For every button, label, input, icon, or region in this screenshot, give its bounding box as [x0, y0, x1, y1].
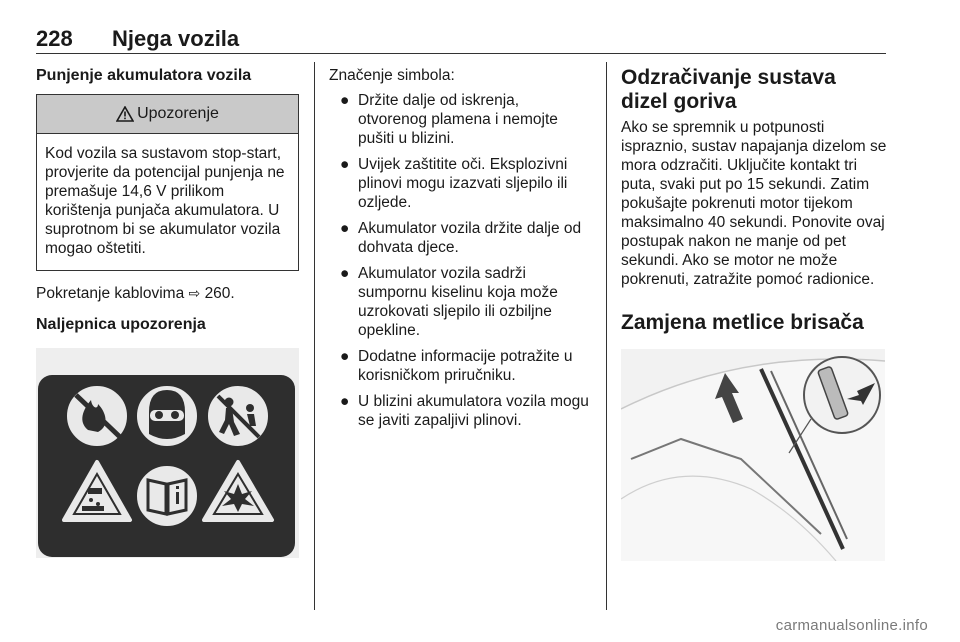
list-item-text: Držite dalje od iskrenja, otvorenog plamena i nemojte pušiti u blizini.	[358, 92, 558, 147]
header-divider	[36, 53, 886, 54]
symbol-meanings-list	[329, 91, 591, 430]
list-item-text: Dodatne informacije potražite u korisničkom priručniku.	[358, 348, 573, 384]
warning-text: Kod vozila sa sustavom stop-start, provjerite da potencijal punjenja ne premašuje 14,6 V prilikom korištenja punjača akumulatora. U suprotnom bi se akumulator vozila mogao oštetiti.	[45, 145, 285, 257]
bullet-icon: ●	[340, 348, 350, 365]
page-number: 228	[36, 26, 73, 51]
bullet-icon: ●	[340, 220, 350, 237]
column-3	[621, 66, 887, 561]
jump-start-text: Pokretanje kablovima	[36, 285, 185, 302]
section-heading-wiper: Zamjena metlice brisača	[621, 311, 864, 334]
column-divider	[606, 62, 607, 610]
read-manual-icon	[136, 465, 198, 527]
warning-label-image	[36, 348, 299, 558]
bullet-icon: ●	[340, 265, 350, 282]
no-smoking-flame-icon	[66, 385, 128, 447]
section-heading-diesel: Odzračivanje sustava dizel goriva	[621, 66, 836, 113]
page-ref-arrow-icon: ⇨	[188, 285, 201, 301]
warning-header	[37, 95, 298, 134]
bullet-icon: ●	[340, 156, 350, 173]
list-item-text: Akumulator vozila sadrži sumpornu kiselinu koja može uzrokovati sljepilo ili ozbiljne opekline.	[358, 265, 558, 339]
column-divider	[314, 62, 315, 610]
symbols-intro: Značenje simbola:	[329, 67, 455, 84]
list-item-text: Uvijek zaštitite oči. Eksplozivni plinovi mogu izazvati sljepilo ili ozljede.	[358, 156, 568, 211]
column-2	[329, 66, 591, 437]
list-item	[329, 219, 591, 257]
bullet-icon: ●	[340, 393, 350, 410]
chapter-title: Njega vozila	[112, 26, 240, 51]
section-heading: Punjenje akumulatora vozila	[36, 67, 252, 84]
warning-box	[36, 94, 299, 271]
column-1	[36, 66, 299, 558]
eye-protection-icon	[136, 385, 198, 447]
label-heading: Naljepnica upozorenja	[36, 316, 206, 333]
list-item-text: U blizini akumulatora vozila mogu se javiti zapaljivi plinovi.	[358, 393, 589, 429]
bullet-icon: ●	[340, 92, 350, 109]
list-item	[329, 347, 591, 385]
keep-children-away-icon	[207, 385, 269, 447]
page-reference-link[interactable]: 260.	[204, 285, 235, 302]
warning-title: Upozorenje	[137, 105, 219, 122]
list-item	[329, 264, 591, 340]
wiper-blade-illustration	[621, 349, 885, 561]
list-item	[329, 91, 591, 148]
jump-start-reference	[36, 284, 299, 303]
warning-triangle-icon	[116, 106, 134, 122]
list-item	[329, 392, 591, 430]
list-item	[329, 155, 591, 212]
watermark: carmanualsonline.info	[775, 617, 928, 634]
list-item-text: Akumulator vozila držite dalje od dohvata djece.	[358, 220, 582, 256]
diesel-bleeding-text: Ako se spremnik u potpunosti ispraznio, sustav napajanja dizelom se mora odzračiti. Uključite kontakt tri puta, svaki put po 15 sekundi. Zatim pokušajte pokrenuti motor tijekom maksimalno 40 sekundi. Ponovite ovaj postupak nakon ne manje od pet sekundi. Ako se motor ne može pokrenuti, zatražite pomoć radionice.	[621, 119, 887, 288]
